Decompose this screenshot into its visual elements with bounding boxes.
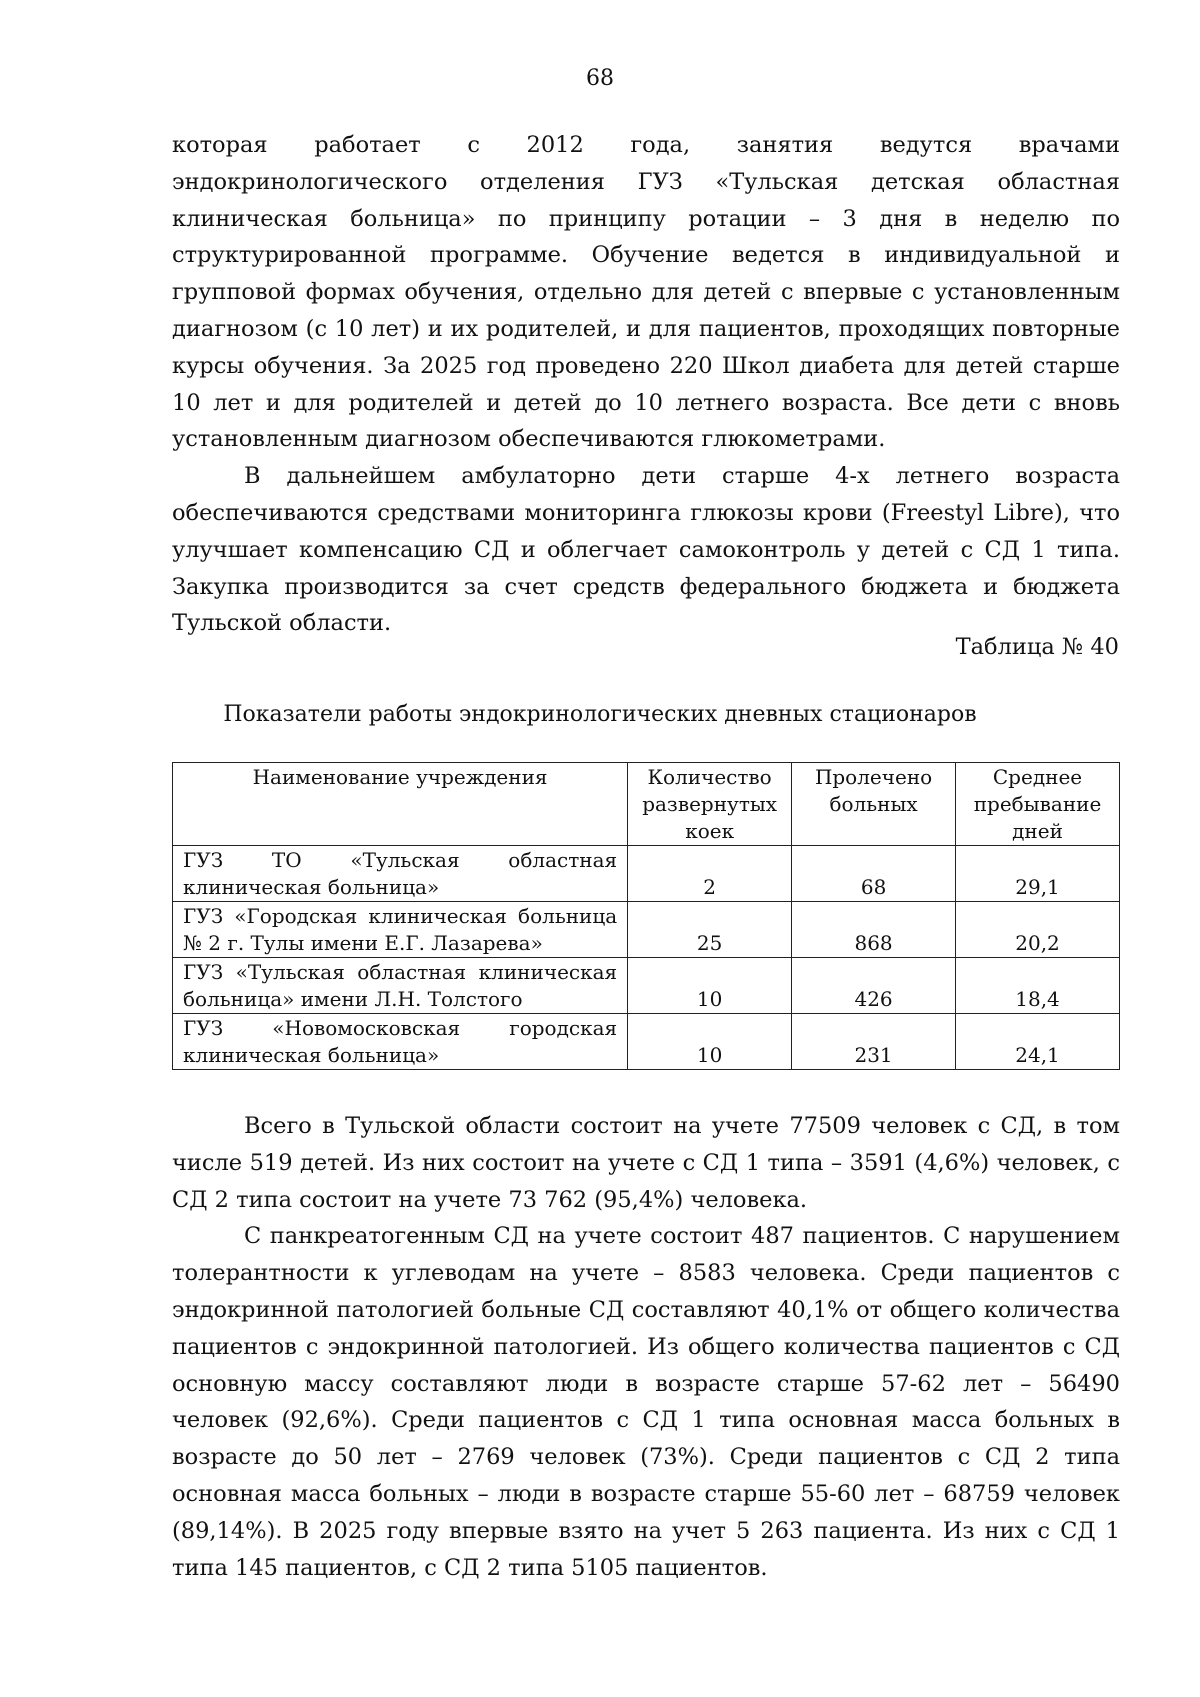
cell-beds: 10 [628,958,792,1014]
header-treated: Пролечено больных [792,763,956,846]
cell-beds: 25 [628,902,792,958]
table-row [173,1014,1120,1070]
cell-institution: ГУЗ «Новомосковская городская клиническая больница» [173,1014,628,1070]
cell-avg-days: 24,1 [956,1014,1120,1070]
paragraph: В дальнейшем амбулаторно дети старше 4-х летнего возраста обеспечиваются средствами мониторинга глюкозы крови (Freestyl Libre), что улучшает компенсацию СД и облегчает самоконтроль у детей с СД 1 типа. Закупка производится за счет средств федерального бюджета и бюджета Тульской области. [172,463,1120,637]
cell-institution: ГУЗ «Городская клиническая больница № 2 г. Тулы имени Е.Г. Лазарева» [173,902,628,958]
cell-beds: 2 [628,846,792,902]
page-number: 68 [586,66,614,91]
cell-treated: 426 [792,958,956,1014]
paragraph: Всего в Тульской области состоит на учете 77509 человек с СД, в том числе 519 детей. Из них состоит на учете с СД 1 типа – 3591 (4,6%) человек, с СД 2 типа состоит на учете 73 762 (95,4%) человека. [172,1113,1120,1213]
table-row [173,958,1120,1014]
cell-institution: ГУЗ «Тульская областная клиническая больница» имени Л.Н. Толстого [173,958,628,1014]
header-avg-days: Среднее пребывание дней [956,763,1120,846]
table-title: Показатели работы эндокринологических дневных стационаров [223,702,977,727]
header-institution: Наименование учреждения [173,763,628,846]
cell-treated: 868 [792,902,956,958]
table-label: Таблица № 40 [955,634,1119,660]
stats-table [172,762,1120,1070]
paragraph: С панкреатогенным СД на учете состоит 487 пациентов. С нарушением толерантности к углеводам на учете – 8583 человека. Среди пациентов с эндокринной патологией больные СД составляют 40,1% от общего количества пациентов с эндокринной патологией. Из общего количества пациентов с СД основную массу составляют люди в возрасте старше 57-62 лет – 56490 человек (92,6%). Среди пациентов с СД 1 типа основная масса больных в возрасте до 50 лет – 2769 человек (73%). Среди пациентов с СД 2 типа основная масса больных – люди в возрасте старше 55-60 лет – 68759 человек (89,14%). В 2025 году впервые взято на учет 5 263 пациента. Из них с СД 1 типа 145 пациентов, с СД 2 типа 5105 пациентов. [172,1223,1120,1581]
cell-treated: 231 [792,1014,956,1070]
cell-avg-days: 18,4 [956,958,1120,1014]
text-block-top [172,127,1120,642]
text-block-bottom [172,1108,1120,1586]
cell-treated: 68 [792,846,956,902]
cell-avg-days: 29,1 [956,846,1120,902]
table-row [173,902,1120,958]
cell-avg-days: 20,2 [956,902,1120,958]
cell-beds: 10 [628,1014,792,1070]
table-header-row [173,763,1120,846]
table-row [173,846,1120,902]
header-beds: Количество развернутых коек [628,763,792,846]
cell-institution: ГУЗ ТО «Тульская областная клиническая больница» [173,846,628,902]
paragraph: которая работает с 2012 года, занятия ведутся врачами эндокринологического отделения ГУЗ «Тульская детская областная клиническая больница» по принципу ротации – 3 дня в неделю по структурированной программе. Обучение ведется в индивидуальной и групповой формах обучения, отдельно для детей с впервые с установленным диагнозом (с 10 лет) и их родителей, и для пациентов, проходящих повторные курсы обучения. За 2025 год проведено 220 Школ диабета для детей старше 10 лет и для родителей и детей до 10 летнего возраста. Все дети с вновь установленным диагнозом обеспечиваются глюкометрами. [172,132,1120,453]
